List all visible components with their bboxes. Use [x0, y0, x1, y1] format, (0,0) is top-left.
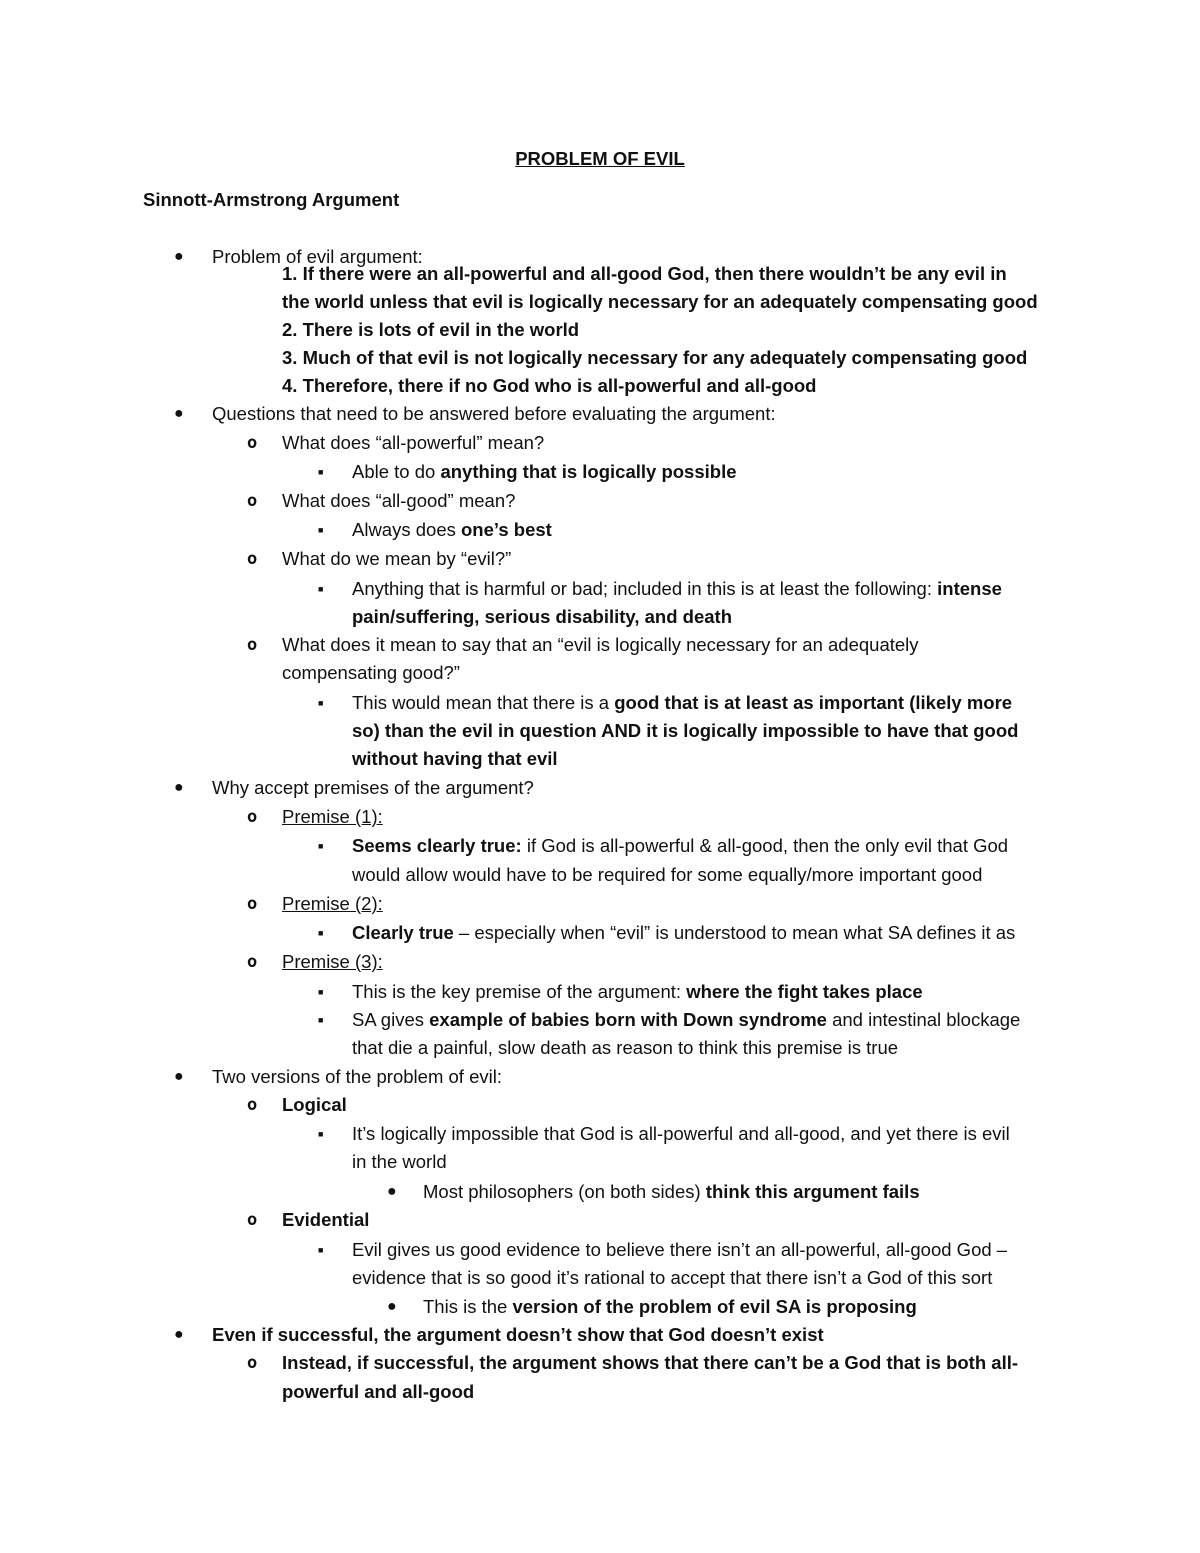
- outline-line: [282, 1379, 474, 1405]
- text-segment: Two versions of the problem of evil:: [212, 1066, 502, 1087]
- text-segment: SA gives: [352, 1009, 430, 1030]
- text-segment: Premise (1):: [282, 806, 383, 827]
- square-bullet-icon: ■: [318, 987, 324, 997]
- outline-line: [352, 604, 732, 630]
- circle-bullet-icon: o: [247, 1095, 258, 1115]
- outline-line: [282, 1207, 369, 1233]
- circle-bullet-icon: o: [247, 1210, 258, 1230]
- circle-bullet-icon: o: [247, 635, 258, 655]
- text-segment: This is the: [423, 1296, 513, 1317]
- text-segment: What does “all-powerful” mean?: [282, 432, 545, 453]
- outline-line: [282, 430, 544, 456]
- text-segment: example of babies born with Down syndrome: [429, 1009, 827, 1030]
- text-segment: Why accept premises of the argument?: [212, 777, 534, 798]
- text-segment: 1. If there were an all-powerful and all-good God, then there wouldn’t be any evil in: [282, 263, 1007, 284]
- bullet-icon: ●: [387, 1298, 397, 1315]
- text-segment: and intestinal blockage: [826, 1009, 1021, 1030]
- text-segment: would allow would have to be required for some equally/more important good: [352, 864, 983, 885]
- text-segment: version of the problem of evil SA is proposing: [512, 1296, 917, 1317]
- circle-bullet-icon: o: [247, 433, 258, 453]
- outline-line: [352, 920, 1015, 946]
- text-segment: Instead, if successful, the argument shows that there can’t be a God that is both all-: [282, 1352, 1019, 1373]
- outline-line: [282, 891, 383, 917]
- text-segment: What does “all-good” mean?: [282, 490, 516, 511]
- square-bullet-icon: ■: [318, 1245, 324, 1255]
- text-segment: pain/suffering, serious disability, and death: [352, 606, 732, 627]
- text-segment: Questions that need to be answered before evaluating the argument:: [212, 403, 776, 424]
- text-segment: Logical: [282, 1094, 347, 1115]
- text-segment: compensating good?”: [282, 662, 460, 683]
- outline-line: [423, 1294, 917, 1320]
- text-segment: Premise (2):: [282, 893, 383, 914]
- text-segment: 4. Therefore, there if no God who is all-powerful and all-good: [282, 375, 817, 396]
- outline-line: [282, 317, 579, 343]
- bullet-icon: ●: [387, 1183, 397, 1200]
- text-segment: Evidential: [282, 1209, 370, 1230]
- outline-line: [352, 517, 552, 543]
- text-segment: one’s best: [461, 519, 552, 540]
- text-segment: intense: [937, 578, 1002, 599]
- outline-line: [352, 833, 1008, 859]
- outline-line: [352, 576, 1002, 602]
- page-title: PROBLEM OF EVIL: [515, 148, 685, 169]
- outline-line: [352, 1265, 992, 1291]
- section-heading: Sinnott-Armstrong Argument: [143, 189, 400, 210]
- outline-line: [423, 1179, 920, 1205]
- text-segment: Able to do: [352, 461, 441, 482]
- text-segment: the world unless that evil is logically necessary for an adequately compensating good: [282, 291, 1038, 312]
- text-segment: What does it mean to say that an “evil is logically necessary for an adequately: [282, 634, 919, 655]
- outline-line: [352, 862, 982, 888]
- outline-line: [212, 775, 534, 801]
- outline-line: [352, 459, 737, 485]
- outline-line: [282, 632, 919, 658]
- text-segment: Even if successful, the argument doesn’t show that God doesn’t exist: [212, 1324, 824, 1345]
- outline-line: [352, 746, 558, 772]
- text-segment: Premise (3):: [282, 951, 383, 972]
- outline-line: [352, 1149, 447, 1175]
- circle-bullet-icon: o: [247, 894, 258, 914]
- outline-line: [352, 979, 923, 1005]
- text-segment: This is the key premise of the argument:: [352, 981, 687, 1002]
- text-segment: Seems clearly true:: [352, 835, 522, 856]
- bullet-icon: ●: [174, 405, 184, 422]
- text-segment: good that is at least as important (likely more: [614, 692, 1013, 713]
- outline-line: [352, 718, 1018, 744]
- square-bullet-icon: ■: [318, 584, 324, 594]
- bullet-icon: ●: [174, 779, 184, 796]
- text-segment: where the fight takes place: [686, 981, 923, 1002]
- bullet-icon: ●: [174, 1068, 184, 1085]
- outline-line: [352, 1007, 1020, 1033]
- text-segment: evidence that is so good it’s rational to accept that there isn’t a God of this sort: [352, 1267, 993, 1288]
- square-bullet-icon: ■: [318, 525, 324, 535]
- outline-line: [282, 546, 511, 572]
- text-segment: 3. Much of that evil is not logically necessary for any adequately compensating good: [282, 347, 1028, 368]
- outline-line: [282, 289, 1038, 315]
- outline-line: [282, 1092, 347, 1118]
- text-segment: anything that is logically possible: [440, 461, 737, 482]
- text-segment: Always does: [352, 519, 461, 540]
- text-segment: Clearly true: [352, 922, 454, 943]
- text-segment: Anything that is harmful or bad; included in this is at least the following:: [352, 578, 938, 599]
- text-segment: – especially when “evil” is understood to mean what SA defines it as: [453, 922, 1016, 943]
- text-segment: if God is all-powerful & all-good, then the only evil that God: [521, 835, 1009, 856]
- text-segment: think this argument fails: [705, 1181, 920, 1202]
- outline-line: [282, 660, 460, 686]
- square-bullet-icon: ■: [318, 1015, 324, 1025]
- outline-line: [352, 690, 1012, 716]
- outline-line: [282, 488, 515, 514]
- text-segment: without having that evil: [352, 748, 558, 769]
- circle-bullet-icon: o: [247, 549, 258, 569]
- square-bullet-icon: ■: [318, 1129, 324, 1139]
- circle-bullet-icon: o: [247, 952, 258, 972]
- bullet-icon: ●: [174, 1326, 184, 1343]
- circle-bullet-icon: o: [247, 1353, 258, 1373]
- square-bullet-icon: ■: [318, 928, 324, 938]
- text-segment: Most philosophers (on both sides): [423, 1181, 706, 1202]
- outline-line: [212, 1064, 502, 1090]
- text-segment: Problem of evil argument:: [212, 246, 423, 267]
- text-segment: 2. There is lots of evil in the world: [282, 319, 580, 340]
- outline-line: [282, 949, 383, 975]
- text-segment: powerful and all-good: [282, 1381, 475, 1402]
- text-segment: This would mean that there is a: [352, 692, 615, 713]
- text-segment: so) than the evil in question AND it is logically impossible to have that good: [352, 720, 1019, 741]
- square-bullet-icon: ■: [318, 841, 324, 851]
- outline-line: [352, 1237, 1007, 1263]
- circle-bullet-icon: o: [247, 491, 258, 511]
- bullet-icon: ●: [174, 248, 184, 265]
- outline-line: [282, 373, 816, 399]
- outline-line: [212, 401, 776, 427]
- outline-line: [352, 1121, 1010, 1147]
- outline-line: [352, 1035, 898, 1061]
- circle-bullet-icon: o: [247, 807, 258, 827]
- outline-line: [282, 804, 383, 830]
- square-bullet-icon: ■: [318, 467, 324, 477]
- outline-line: [282, 1350, 1018, 1376]
- text-segment: Evil gives us good evidence to believe there isn’t an all-powerful, all-good God –: [352, 1239, 1008, 1260]
- text-segment: It’s logically impossible that God is all-powerful and all-good, and yet there is evil: [352, 1123, 1010, 1144]
- text-segment: in the world: [352, 1151, 447, 1172]
- outline-line: [282, 261, 1007, 287]
- square-bullet-icon: ■: [318, 698, 324, 708]
- text-segment: that die a painful, slow death as reason to think this premise is true: [352, 1037, 899, 1058]
- outline-line: [282, 345, 1027, 371]
- outline-line: [212, 1322, 824, 1348]
- text-segment: What do we mean by “evil?”: [282, 548, 512, 569]
